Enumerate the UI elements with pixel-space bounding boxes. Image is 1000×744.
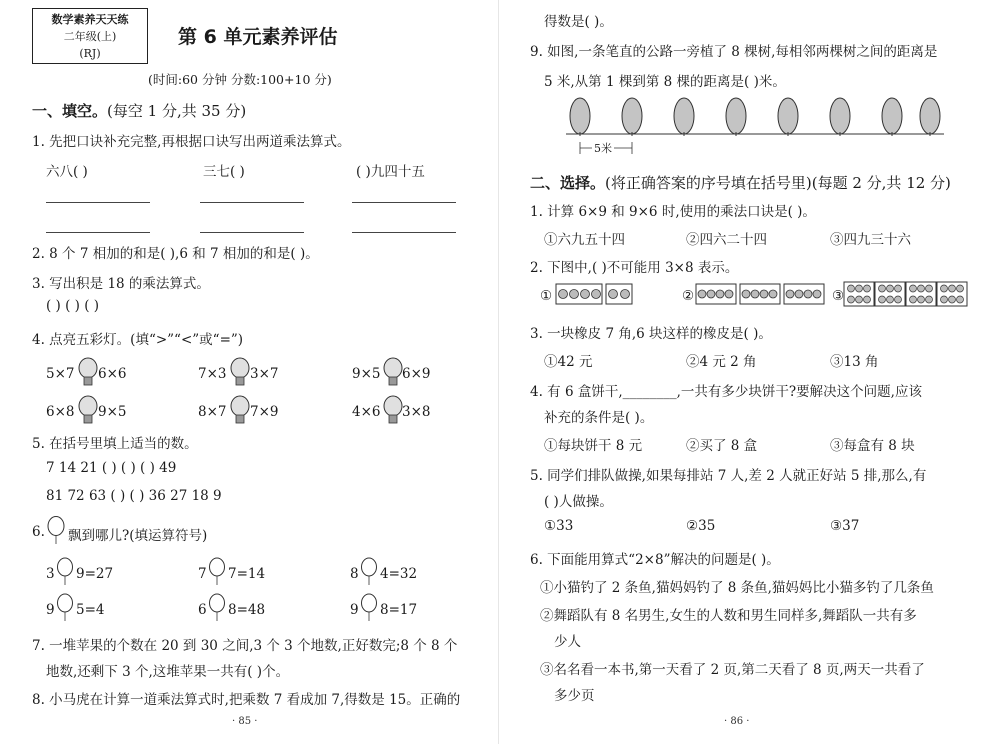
dot-grid-figure-1[interactable] <box>556 284 636 306</box>
q9-line-2[interactable]: 5 米,从第 1 棵到第 8 棵的距离是( )米。 <box>544 74 786 90</box>
q1-answer-line[interactable] <box>200 232 304 233</box>
page-number-right: · 86 · <box>724 716 750 727</box>
c1-option-1[interactable]: ①六九五十四 <box>544 232 625 248</box>
q6-item: 9 <box>350 602 359 618</box>
q4-item: 7×3 <box>198 366 227 382</box>
q1-answer-line[interactable] <box>352 232 456 233</box>
exam-info: (时间:60 分钟 分数:100+10 分) <box>148 72 332 87</box>
lightbulb-icon[interactable] <box>383 357 403 389</box>
dot-grid-figure-3[interactable] <box>844 282 968 308</box>
q6-item: 7=14 <box>228 566 266 582</box>
badge-edition: (RJ) <box>79 47 101 60</box>
c6-option-3[interactable]: ③名名看一本书,第一天看了 2 页,第二天看了 8 页,两天一共看了 <box>540 662 925 678</box>
q8-continuation[interactable]: 得数是( )。 <box>544 14 613 30</box>
lightbulb-icon[interactable] <box>78 395 98 427</box>
q9-line-1: 9. 如图,一条笔直的公路一旁植了 8 棵树,每相邻两棵树之间的距离是 <box>530 44 938 60</box>
c4-line-1: 4. 有 6 盒饼干,________,一共有多少块饼干?要解决这个问题,应该 <box>530 384 922 400</box>
balloon-icon[interactable] <box>208 558 226 586</box>
c4-option-2[interactable]: ②买了 8 盒 <box>686 438 758 454</box>
balloon-icon[interactable] <box>360 558 378 586</box>
c2-option-3[interactable]: ③ <box>832 288 845 304</box>
q4-item: 7×9 <box>250 404 279 420</box>
q5-text: 5. 在括号里填上适当的数。 <box>32 436 198 452</box>
lightbulb-icon[interactable] <box>78 357 98 389</box>
c6-option-2-cont: 少人 <box>554 634 581 650</box>
q1-answer-line[interactable] <box>200 202 304 203</box>
c1-text: 1. 计算 6×9 和 9×6 时,使用的乘法口诀是( )。 <box>530 204 816 220</box>
q6-item: 5=4 <box>76 602 105 618</box>
q1-answer-line[interactable] <box>46 202 150 203</box>
balloon-icon <box>46 516 66 546</box>
q6-item: 3 <box>46 566 55 582</box>
lightbulb-icon[interactable] <box>230 357 250 389</box>
q6-text: 飘到哪儿?(填运算符号) <box>68 528 208 544</box>
q4-item: 3×7 <box>250 366 279 382</box>
tree-road-diagram <box>560 96 960 160</box>
c2-text: 2. 下图中,( )不可能用 3×8 表示。 <box>530 260 739 276</box>
lightbulb-icon[interactable] <box>230 395 250 427</box>
q7-line-1: 7. 一堆苹果的个数在 20 到 30 之间,3 个 3 个地数,正好数完;8 个 8 个 <box>32 638 458 654</box>
balloon-icon[interactable] <box>56 594 74 622</box>
q8-line-1: 8. 小马虎在计算一道乘法算式时,把乘数 7 看成加 7,得数是 15。正确的 <box>32 692 461 708</box>
c4-option-3[interactable]: ③每盒有 8 块 <box>830 438 915 454</box>
q1-text: 1. 先把口诀补充完整,再根据口诀写出两道乘法算式。 <box>32 134 351 150</box>
c4-option-1[interactable]: ①每块饼干 8 元 <box>544 438 643 454</box>
balloon-icon[interactable] <box>208 594 226 622</box>
q6-item: 9=27 <box>76 566 114 582</box>
c5-option-1[interactable]: ①33 <box>544 518 574 534</box>
distance-label: 5米 <box>594 142 612 155</box>
badge-grade: 二年级(上) <box>63 30 117 43</box>
page-gutter <box>498 0 499 744</box>
q4-item: 6×8 <box>46 404 75 420</box>
q1-blank-a[interactable]: 六八( ) <box>46 164 88 180</box>
c5-line-1: 5. 同学们排队做操,如果每排站 7 人,差 2 人就正好站 5 排,那么,有 <box>530 468 927 484</box>
c6-option-3-cont: 多少页 <box>554 688 595 704</box>
section-2-heading: 二、选择。(将正确答案的序号填在括号里)(每题 2 分,共 12 分) <box>530 174 951 192</box>
q1-answer-line[interactable] <box>352 202 456 203</box>
tree-icon <box>570 98 590 136</box>
c3-option-1[interactable]: ①42 元 <box>544 354 593 370</box>
q6-item: 6 <box>198 602 207 618</box>
q4-item: 6×6 <box>98 366 127 382</box>
q4-item: 6×9 <box>402 366 431 382</box>
c5-option-2[interactable]: ②35 <box>686 518 716 534</box>
q4-item: 5×7 <box>46 366 75 382</box>
q6-item: 8=48 <box>228 602 266 618</box>
q1-blank-c[interactable]: ( )九四十五 <box>356 164 425 180</box>
q6-number: 6. <box>32 524 45 540</box>
q4-item: 4×6 <box>352 404 381 420</box>
c1-option-2[interactable]: ②四六二十四 <box>686 232 767 248</box>
q4-text: 4. 点亮五彩灯。(填“>”“<”或“=”) <box>32 332 244 348</box>
c1-option-3[interactable]: ③四九三十六 <box>830 232 911 248</box>
section-1-heading: 一、填空。(每空 1 分,共 35 分) <box>32 102 247 120</box>
c2-option-1[interactable]: ① <box>540 288 553 304</box>
balloon-icon[interactable] <box>360 594 378 622</box>
q3-blanks[interactable]: ( ) ( ) ( ) <box>46 298 100 314</box>
q1-answer-line[interactable] <box>46 232 150 233</box>
q6-item: 4=32 <box>380 566 418 582</box>
q3-text: 3. 写出积是 18 的乘法算式。 <box>32 276 210 292</box>
c4-line-2[interactable]: 补充的条件是( )。 <box>544 410 654 426</box>
q5-row-2[interactable]: 81 72 63 ( ) ( ) 36 27 18 9 <box>46 488 222 504</box>
c2-option-2[interactable]: ② <box>682 288 695 304</box>
tree-icon <box>778 98 798 136</box>
q4-item: 9×5 <box>98 404 127 420</box>
q6-item: 8 <box>350 566 359 582</box>
q2-text: 2. 8 个 7 相加的和是( ),6 和 7 相加的和是( )。 <box>32 246 319 262</box>
c5-line-2[interactable]: ( )人做操。 <box>544 494 613 510</box>
c5-option-3[interactable]: ③37 <box>830 518 860 534</box>
lightbulb-icon[interactable] <box>383 395 403 427</box>
q5-row-1[interactable]: 7 14 21 ( ) ( ) ( ) 49 <box>46 460 177 476</box>
book-badge <box>32 8 148 64</box>
q4-item: 8×7 <box>198 404 227 420</box>
c6-option-2[interactable]: ②舞蹈队有 8 名男生,女生的人数和男生同样多,舞蹈队一共有多 <box>540 608 917 624</box>
c3-text: 3. 一块橡皮 7 角,6 块这样的橡皮是( )。 <box>530 326 772 342</box>
q4-item: 9×5 <box>352 366 381 382</box>
dot-grid-figure-2[interactable] <box>696 284 826 306</box>
c6-option-1[interactable]: ①小猫钓了 2 条鱼,猫妈妈钓了 8 条鱼,猫妈妈比小猫多钓了几条鱼 <box>540 580 934 596</box>
page-title: 第 6 单元素养评估 <box>178 26 338 48</box>
c3-option-2[interactable]: ②4 元 2 角 <box>686 354 757 370</box>
q6-item: 8=17 <box>380 602 418 618</box>
tree-icon <box>920 98 940 136</box>
tree-icon <box>726 98 746 136</box>
tree-icon <box>882 98 902 136</box>
tree-icon <box>830 98 850 136</box>
page-number-left: · 85 · <box>232 716 258 727</box>
q6-item: 7 <box>198 566 207 582</box>
badge-series: 数学素养天天练 <box>51 13 129 26</box>
q6-item: 9 <box>46 602 55 618</box>
q1-blank-b[interactable]: 三七( ) <box>203 164 245 180</box>
c3-option-3[interactable]: ③13 角 <box>830 354 879 370</box>
q4-item: 3×8 <box>402 404 431 420</box>
tree-icon <box>674 98 694 136</box>
balloon-icon[interactable] <box>56 558 74 586</box>
c6-text: 6. 下面能用算式“2×8”解决的问题是( )。 <box>530 552 780 568</box>
q7-line-2[interactable]: 地数,还剩下 3 个,这堆苹果一共有( )个。 <box>46 664 290 680</box>
tree-icon <box>622 98 642 136</box>
